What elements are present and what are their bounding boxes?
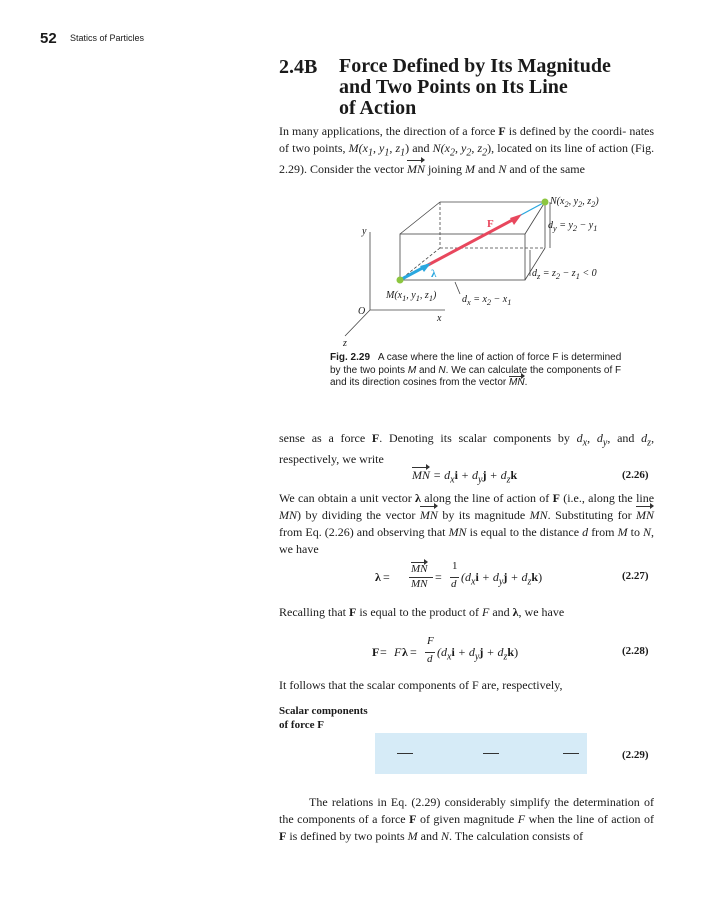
label-x: x — [437, 313, 442, 324]
box-front — [400, 234, 525, 280]
label-N: $N(x_2$, $y_2$, $z_2$) — [550, 196, 599, 209]
equation-number: (2.26) — [622, 469, 649, 481]
equation-placeholder — [397, 753, 413, 754]
equation-number: (2.27) — [622, 570, 649, 582]
point-N — [542, 199, 549, 206]
equation-placeholder — [563, 753, 579, 754]
label-dy: $d_y = y_2 - y_1$ — [548, 220, 598, 233]
label-F: F — [487, 218, 494, 230]
label-lambda: λ — [431, 268, 437, 280]
section-title — [339, 56, 659, 119]
paragraph-unit-vector: We can obtain a unit vector λ along the line of action of F (i.e., along the line MN) by dividing the vector MN by its magnitude MN. Substituting for MN from Eq. (2.26) and observing that MN is equal to the distance d from M to N, we have — [279, 491, 655, 556]
section-title-line: Force Defined by Its Magnitude — [339, 55, 611, 77]
paragraph-relations: The relations in Eq. (2.29) considerably simplify the determination of the components of a force F of given magnitude F when the line of action of F is defined by two points M and N. The calculation consists of — [279, 795, 655, 843]
running-head: Statics of Particles — [70, 33, 145, 43]
label-M: $M(x_1$, $y_1$, $z_1$) — [386, 290, 437, 303]
equation-number: (2.28) — [622, 645, 649, 657]
equation-2-27: λ = MN MN = 1 d $(d_xi + d_yj + d_zk)$ — [375, 560, 543, 590]
paragraph-intro: In many applications, the direction of a force F is defined by the coordi- nates of two points, $M(x_1$, $y_1$, $z_1$) and $N(x_2$, $y_2$, $z_2$), located on its line of action (Fig. 2.29). Consider the vector MN joining M and N and of the same — [279, 124, 655, 177]
label-y: y — [362, 226, 367, 237]
point-M — [397, 277, 404, 284]
equation-2-28: F = F λ = F d $(d_xi + d_yj + d_zk)$ — [372, 635, 519, 665]
figure-caption: Fig. 2.29 A case where the line of action of force F is determined by the two points M and N. We can calculate the components of F and its direction cosines from the vector MN. — [330, 352, 622, 388]
equation-number: (2.29) — [622, 749, 649, 761]
label-z: z — [343, 338, 347, 349]
side-label: Scalar components of force F — [279, 705, 368, 731]
box-edge — [400, 202, 440, 234]
force-arrowhead — [510, 214, 522, 225]
paragraph-recalling: Recalling that F is equal to the product of F and λ, we have — [279, 605, 565, 619]
figure-frame — [345, 202, 550, 336]
equation-placeholder — [483, 753, 499, 754]
paragraph-scalar-components: It follows that the scalar components of F are, respectively, — [279, 678, 563, 692]
label-O: O — [358, 306, 366, 317]
page-number: 52 — [40, 30, 57, 47]
section-title-line: and Two Points on Its Line — [339, 76, 568, 98]
unit-vector-arrowhead — [420, 263, 431, 272]
section-title-line: of Action — [339, 97, 417, 119]
paragraph-components: sense as a force F. Denoting its scalar components by $d_x$, $d_y$, and $d_z$, respectively, we write — [279, 431, 655, 467]
label-dx: $d_x = x_2 - x_1$ — [462, 294, 512, 307]
dim-dx — [455, 282, 460, 294]
section-number: 2.4B — [279, 56, 318, 78]
equation-2-29-box — [375, 733, 587, 774]
equation-2-26: MN = $d_xi + d_yj + d_zk$ — [412, 468, 518, 486]
force-vector — [428, 217, 518, 265]
label-dz: $d_z = z_2 - z_1 < 0$ — [532, 268, 597, 281]
